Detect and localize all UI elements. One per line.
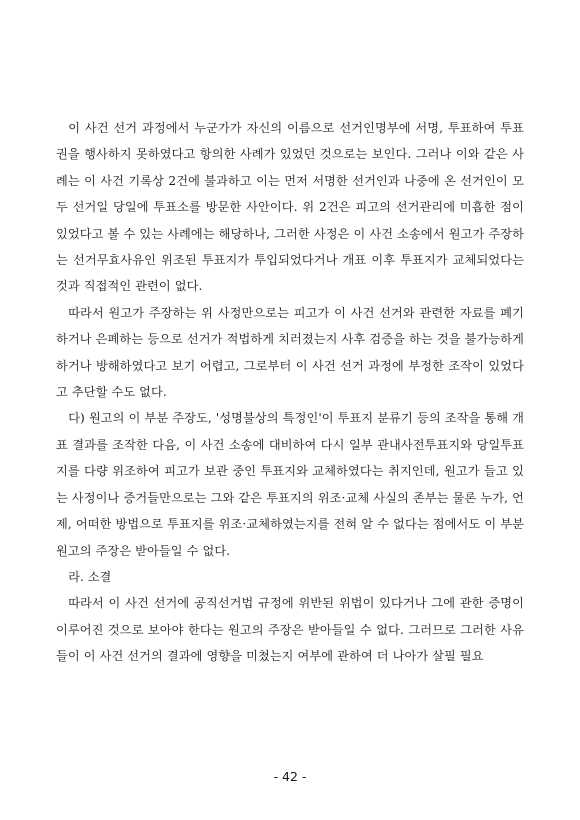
paragraph-2: 따라서 원고가 주장하는 위 사정만으로는 피고가 이 사건 선거와 관련한 자료를 폐기하거나 은폐하는 등으로 선거가 적법하게 치러졌는지 사후 검증을 하는 것을 불가능하게 하거나 방해하였다고 보기 어렵고, 그로부터 이 사건 선거 과정에 부정한 조작이 있었다고 추단할 수도 없다. xyxy=(56,305,524,400)
page-number: - 42 - xyxy=(273,769,307,784)
closing-paragraph: 따라서 이 사건 선거에 공직선거법 규정에 위반된 위법이 있다거나 그에 관한 증명이 이루어진 것으로 보아야 한다는 원고의 주장은 받아들일 수 없다. 그러므로 그러한 사유들이 이 사건 선거의 결과에 영향을 미쳤는지 여부에 관하여 더 나아가 살필 필요 xyxy=(56,596,524,664)
section-heading: 라. 소결 xyxy=(68,569,112,584)
paragraph-1: 이 사건 선거 과정에서 누군가가 자신의 이름으로 선거인명부에 서명, 투표하여 투표권을 행사하지 못하였다고 항의한 사례가 있었던 것으로는 보인다. 그러나 이와 같은 사례는 이 사건 기록상 2건에 불과하고 이는 먼저 서명한 선거인과 나중에 온 선거인이 모두 선거일 당일에 투표소를 방문한 사안이다. 위 2건은 피고의 선거관리에 미흡한 점이 있었다고 볼 수 있는 사례에는 해당하나, 그러한 사정은 이 사건 소송에서 원고가 주장하는 선거무효사유인 위조된 투표지가 투입되었다거나 개표 이후 투표지가 교체되었다는 것과 직접적인 관련이 없다. xyxy=(56,121,524,294)
paragraph-3: 다) 원고의 이 부분 주장도, '성명불상의 특정인'이 투표지 분류기 등의 조작을 통해 개표 결과를 조작한 다음, 이 사건 소송에 대비하여 다시 일부 관내사전투표지와 당일투표지를 다량 위조하여 피고가 보관 중인 투표지와 교체하였다는 취지인데, 원고가 들고 있는 사정이나 증거들만으로는 그와 같은 투표지의 위조·교체 사실의 존부는 물론 누가, 언제, 어떠한 방법으로 투표지를 위조·교체하였는지를 전혀 알 수 없다는 점에서도 이 부분 원고의 주장은 받아들일 수 없다. xyxy=(56,411,524,558)
document-body xyxy=(56,115,524,670)
